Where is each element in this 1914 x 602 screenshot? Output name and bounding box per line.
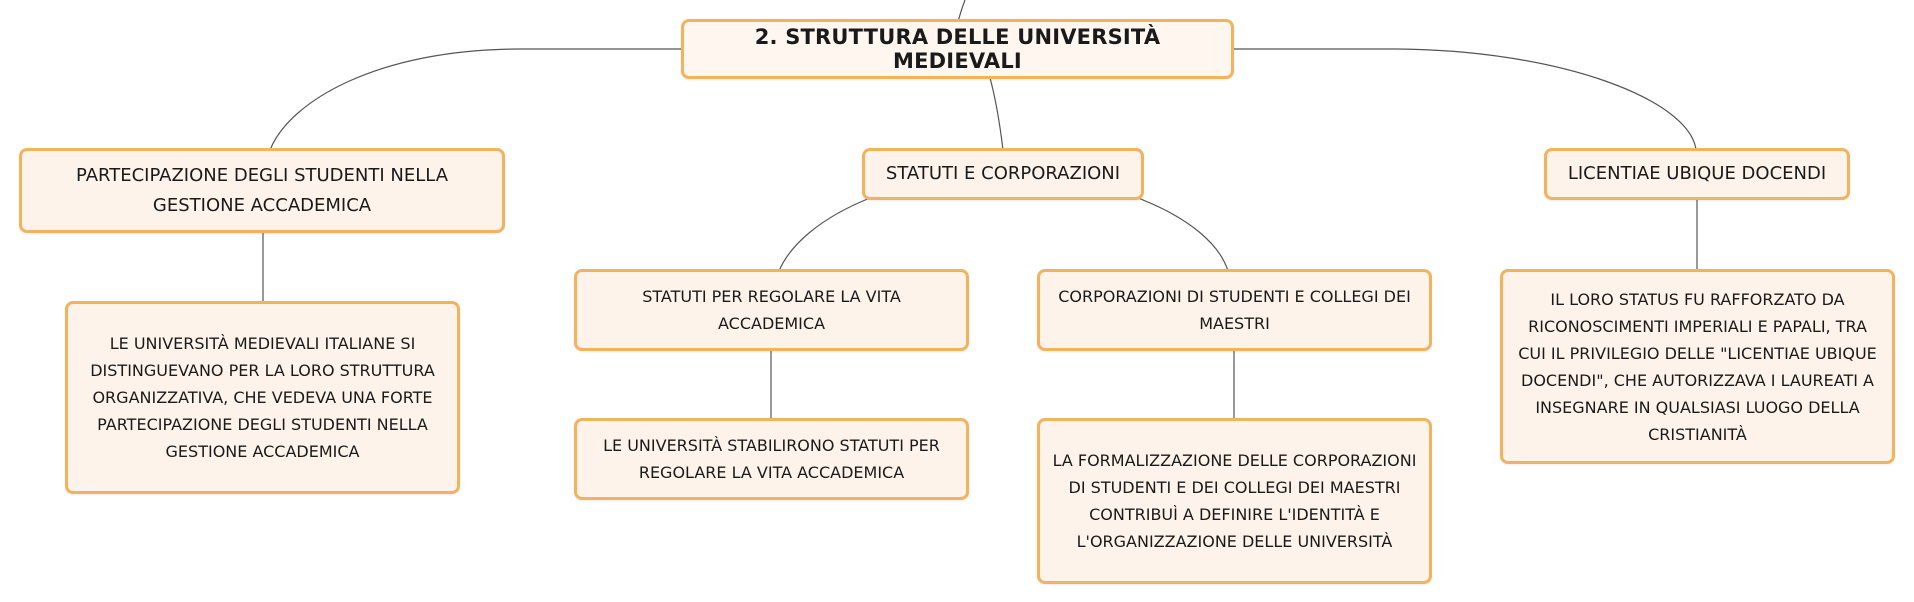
root-topic[interactable] (681, 19, 1234, 79)
topic-partecipazione-studenti[interactable] (19, 148, 505, 233)
detail-statuti-stabilirono[interactable] (574, 418, 969, 500)
detail-corporazioni-formalizzazione[interactable] (1037, 418, 1432, 584)
connector-root-to-licentiae (1231, 49, 1696, 150)
subtopic-corporazioni-collegi[interactable] (1037, 269, 1432, 351)
subtopic-corporazioni-collegi-label: CORPORAZIONI DI STUDENTI E COLLEGI DEI MAESTRI (1058, 287, 1411, 333)
root-topic-label: 2. STRUTTURA DELLE UNIVERSITÀ MEDIEVALI (754, 25, 1161, 73)
subtopic-partecipazione-detail[interactable] (65, 301, 460, 494)
subtopic-statuti-regolare-vita-label: STATUTI PER REGOLARE LA VITA ACCADEMICA (642, 287, 901, 333)
topic-partecipazione-studenti-label: PARTECIPAZIONE DEGLI STUDENTI NELLA GESTIONE ACCADEMICA (75, 164, 449, 216)
connector-root-to-statuti-corporazioni (990, 78, 1003, 150)
connector-root-to-partecipazione (270, 49, 684, 150)
detail-corporazioni-formalizzazione-label: LA FORMALIZZAZIONE DELLE CORPORAZIONI DI STUDENTI E DEI COLLEGI DEI MAESTRI CONTRIBUÌ A DEFINIRE L'IDENTITÀ E L'ORGANIZZAZIONE DELLE UNIVERSITÀ (1052, 451, 1417, 551)
topic-statuti-corporazioni[interactable] (862, 148, 1144, 200)
subtopic-licentiae-detail[interactable] (1500, 269, 1895, 464)
subtopic-partecipazione-detail-label: LE UNIVERSITÀ MEDIEVALI ITALIANE SI DISTINGUEVANO PER LA LORO STRUTTURA ORGANIZZATIVA, CHE VEDEVA UNA FORTE PARTECIPAZIONE DEGLI STUDENTI NELLA GESTIONE ACCADEMICA (90, 334, 435, 461)
subtopic-licentiae-detail-label: IL LORO STATUS FU RAFFORZATO DA RICONOSCIMENTI IMPERIALI E PAPALI, TRA CUI IL PRIVILEGIO DELLE "LICENTIAE UBIQUE DOCENDI", CHE AUTORIZZAVA I LAUREATI A INSEGNARE IN QUALSIASI LUOGO DELLA CRISTIANITÀ (1518, 289, 1877, 444)
topic-statuti-corporazioni-label: STATUTI E CORPORAZIONI (885, 163, 1121, 184)
connector-statuti-corporazioni-to-corporazioni (1138, 198, 1228, 271)
topic-licentiae-ubique-docendi-label: LICENTIAE UBIQUE DOCENDI (1567, 163, 1827, 184)
detail-statuti-stabilirono-label: LE UNIVERSITÀ STABILIRONO STATUTI PER REGOLARE LA VITA ACCADEMICA (603, 436, 940, 482)
topic-licentiae-ubique-docendi[interactable] (1544, 148, 1850, 200)
connector-statuti-corporazioni-to-statuti (779, 198, 870, 271)
subtopic-statuti-regolare-vita[interactable] (574, 269, 969, 351)
